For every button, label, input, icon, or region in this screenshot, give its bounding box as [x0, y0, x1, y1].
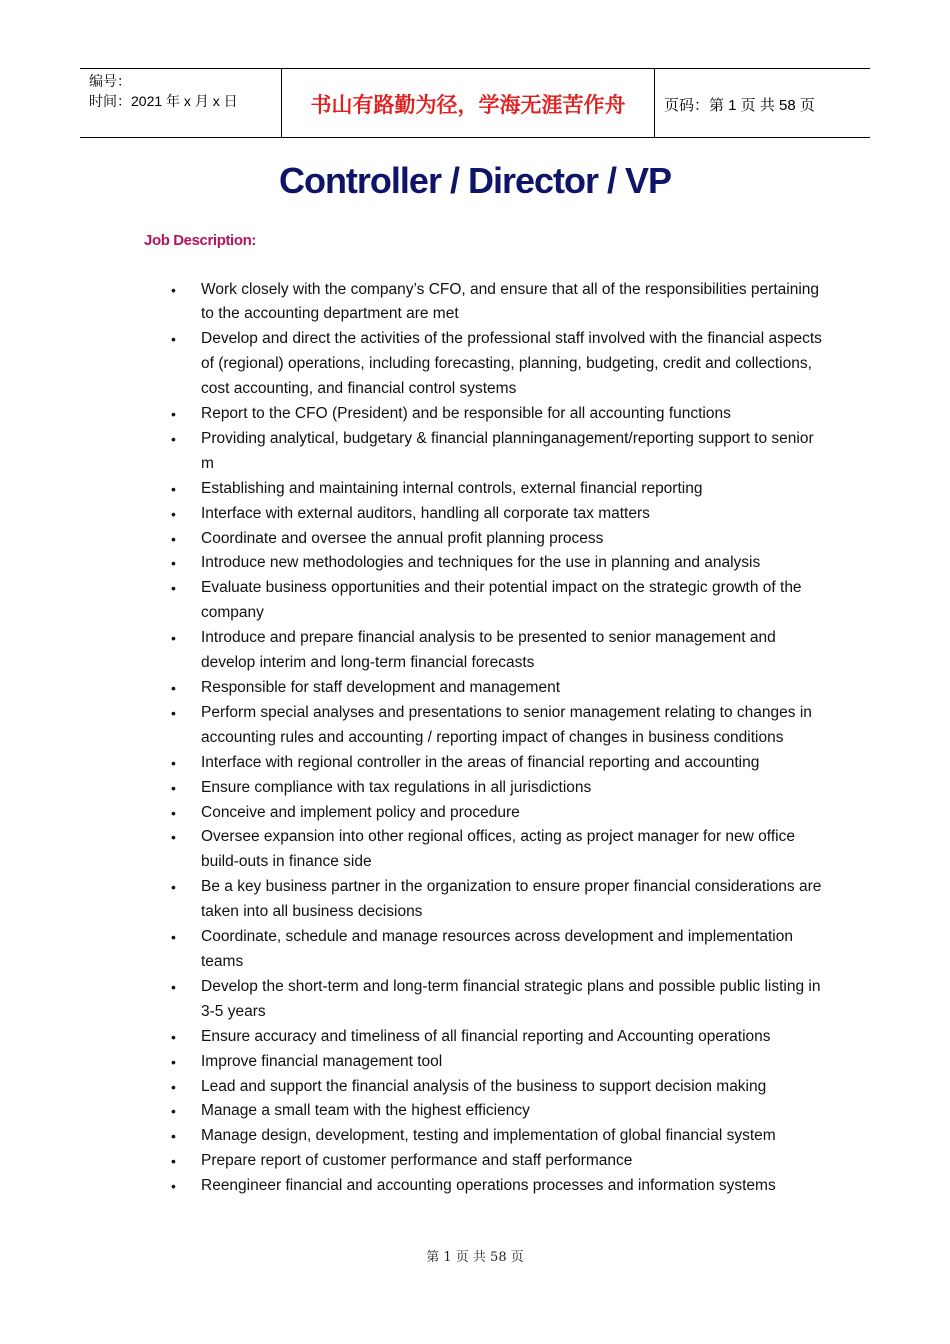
list-item-text: Oversee expansion into other regional offices, acting as project manager for new office build-outs in finance side — [201, 828, 795, 871]
list-item — [0, 801, 826, 826]
list-item-text: Ensure compliance with tax regulations in all jurisdictions — [201, 778, 592, 796]
bullet-icon: • — [171, 1153, 176, 1170]
bullet-icon: • — [171, 704, 176, 721]
list-item — [0, 701, 826, 751]
list-item — [0, 676, 826, 701]
list-item — [0, 925, 826, 975]
list-item — [0, 626, 826, 676]
bullet-icon: • — [171, 879, 176, 896]
list-item — [0, 1075, 826, 1100]
bullet-icon: • — [171, 430, 176, 447]
list-item-text: Introduce and prepare financial analysis to be presented to senior management and develop interim and long-term financial forecasts — [201, 629, 776, 672]
page-footer: 第 1 页 共 58 页 — [426, 1250, 524, 1265]
number-label: 编号： — [89, 73, 131, 89]
list-item-text: Coordinate, schedule and manage resources across development and implementation teams — [201, 928, 793, 970]
list-item — [0, 1124, 826, 1149]
list-item-text: Manage a small team with the highest efficiency — [201, 1102, 530, 1120]
list-item-text: Interface with external auditors, handling all corporate tax matters — [201, 504, 650, 522]
bullet-icon: • — [171, 804, 176, 821]
list-item — [0, 751, 826, 776]
list-item-text: Providing analytical, budgetary & financial planninganagement/reporting support to senior m — [201, 429, 814, 472]
list-item-text: Evaluate business opportunities and their potential impact on the strategic growth of the company — [201, 579, 802, 622]
bullet-icon: • — [171, 555, 176, 572]
list-item-text: Work closely with the company’s CFO, and ensure that all of the responsibilities pertaining to the accounting department are met — [201, 280, 820, 323]
list-item — [0, 502, 826, 527]
list-item-text: Develop and direct the activities of the professional staff involved with the financial aspects of (regional) operations, including forecasting, planning, budgeting, credit and collections, cost accounting, and financial control systems — [201, 330, 822, 398]
list-item — [0, 477, 826, 502]
list-item-text: Report to the CFO (President) and be responsible for all accounting functions — [201, 405, 731, 423]
list-item — [0, 278, 826, 328]
list-item-text: Coordinate and oversee the annual profit planning process — [201, 529, 604, 547]
list-item — [0, 1025, 826, 1050]
list-item-text: Improve financial management tool — [201, 1052, 443, 1070]
list-item — [0, 327, 826, 402]
list-item — [0, 1149, 826, 1174]
bullet-icon: • — [171, 680, 176, 696]
list-item-text: Responsible for staff development and management — [201, 679, 561, 696]
list-item-text: Lead and support the financial analysis of the business to support decision making — [201, 1077, 767, 1095]
bullet-icon: • — [171, 331, 176, 348]
list-item-text: Conceive and implement policy and procedure — [201, 803, 520, 821]
bullet-icon: • — [171, 505, 176, 522]
list-item-text: Perform special analyses and presentations to senior management relating to changes in accounting rules and accounting / reporting impact of changes in business conditions — [201, 703, 812, 746]
bullet-icon: • — [171, 829, 176, 846]
list-item — [0, 1174, 826, 1199]
list-item — [0, 1050, 826, 1075]
bullet-icon: • — [171, 929, 176, 946]
list-item — [0, 427, 826, 477]
page-header — [80, 68, 870, 138]
header-meta — [80, 69, 281, 137]
list-item — [0, 1099, 826, 1124]
bullet-icon: • — [171, 1078, 176, 1095]
bullet-icon: • — [171, 978, 176, 995]
list-item — [0, 975, 826, 1025]
header-page-info: 页码：第 1 页 共 58 页 — [664, 96, 815, 114]
bullet-icon: • — [171, 530, 176, 547]
list-item-text: Ensure accuracy and timeliness of all financial reporting and Accounting operations — [201, 1027, 771, 1045]
list-item-text: Establishing and maintaining internal controls, external financial reporting — [201, 479, 703, 497]
bullet-icon: • — [171, 480, 176, 497]
bullet-icon: • — [171, 1178, 176, 1195]
duties-list — [0, 278, 950, 1200]
list-item — [0, 527, 826, 552]
list-item — [0, 825, 826, 875]
list-item-text: Manage design, development, testing and implementation of global financial system — [201, 1127, 776, 1145]
bullet-icon: • — [171, 1053, 176, 1070]
bullet-icon: • — [171, 406, 176, 423]
bullet-icon: • — [171, 779, 176, 796]
list-item-text: Prepare report of customer performance and staff performance — [201, 1152, 633, 1170]
list-item-text: Introduce new methodologies and techniques for the use in planning and analysis — [201, 554, 761, 572]
list-item-text: Reengineer financial and accounting operations processes and information systems — [201, 1177, 776, 1195]
list-item — [0, 551, 826, 576]
bullet-icon: • — [171, 1028, 176, 1045]
header-motto: 书山有路勤为径，学海无涯苦作舟 — [281, 69, 655, 137]
list-item-text: Develop the short-term and long-term financial strategic plans and possible public listing in 3-5 years — [201, 977, 821, 1020]
list-item — [0, 576, 826, 626]
bullet-icon: • — [171, 580, 176, 597]
bullet-icon: • — [171, 1103, 176, 1120]
list-item-text: Interface with regional controller in the areas of financial reporting and accounting — [201, 753, 760, 771]
bullet-icon: • — [171, 754, 176, 771]
bullet-icon: • — [171, 630, 176, 647]
bullet-icon: • — [171, 281, 176, 298]
page-title: Controller / Director / VP — [278, 160, 672, 201]
list-item-text: Be a key business partner in the organization to ensure proper financial considerations are taken into all business decisions — [201, 878, 822, 921]
list-item — [0, 776, 826, 801]
date-label: 时间：2021 年 x 月 x 日 — [89, 93, 238, 109]
section-label: Job Description: — [144, 232, 256, 249]
list-item — [0, 402, 826, 427]
list-item — [0, 875, 826, 925]
bullet-icon: • — [171, 1128, 176, 1145]
